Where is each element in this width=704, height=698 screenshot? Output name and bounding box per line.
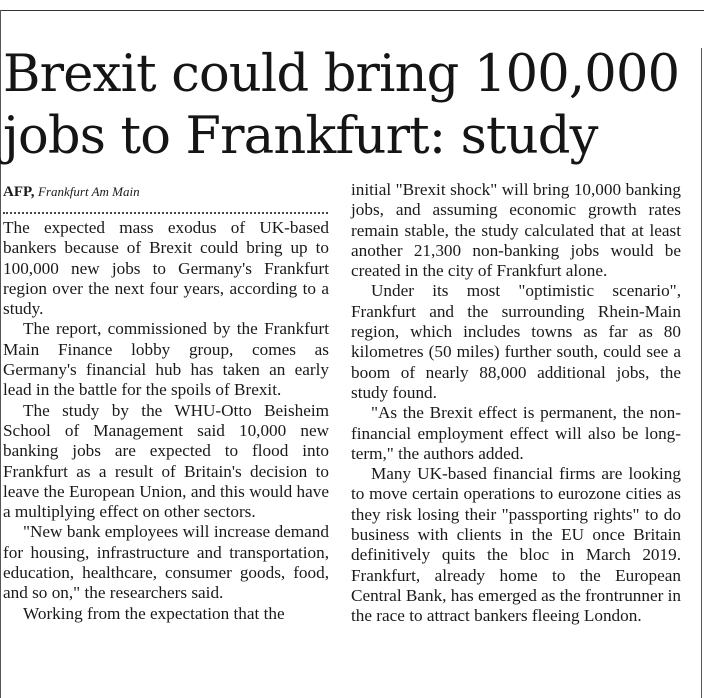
paragraph-1: The expected mass exodus of UK-based bankers because of Brexit could bring up to 100,000 new jobs to Germany's Frankfurt region over the next four years, according to a study. [3,218,329,319]
paragraph-8: Many UK-based financial firms are looking to move certain operations to eurozone cities as they risk losing their "passporting rights" to do business with clients in the EU once Britain definitively quits the bloc in March 2019. Frankfurt, already home to the European Central Bank, has emerged as the frontrunner in the race to attract bankers fleeing London. [351,464,681,626]
dotted-separator [3,212,328,214]
paragraph-6: Under its most "optimistic scenario", Frankfurt and the surrounding Rhein-Main region, which includes towns as far as 80 kilometres (50 miles) further south, could see a boom of nearly 88,000 additional jobs, the study found. [351,281,681,402]
paragraph-4: "New bank employees will increase demand for housing, infrastructure and transportation, education, healthcare, consumer goods, food, and so on," the researchers said. [3,522,329,603]
paragraph-2: The report, commissioned by the Frankfurt Main Finance lobby group, comes as Germany's financial hub has taken an early lead in the battle for the spoils of Brexit. [3,319,329,400]
top-border-rule [0,10,704,11]
right-border-rule [701,48,702,698]
paragraph-5-start: Working from the expectation that the [23,603,285,623]
byline-place: Frankfurt Am Main [38,184,140,199]
byline-agency: AFP, [3,184,35,200]
byline [3,184,140,201]
article-column-left [3,218,329,624]
paragraph-7: "As the Brexit effect is permanent, the non-financial employment effect will also be long-term," the authors added. [351,403,681,463]
paragraph-5-continued: initial "Brexit shock" will bring 10,000 banking jobs, and assuming economic growth rates remain stable, the study calculated that at least another 21,300 non-banking jobs would be created in the city of Frankfurt alone. [351,180,681,281]
paragraph-3: The study by the WHU-Otto Beisheim School of Management said 10,000 new banking jobs are expected to flood into Frankfurt as a result of Britain's decision to leave the European Union, and this would have a multiplying effect on other sectors. [3,400,329,522]
headline: Brexit could bring 100,000 jobs to Frankfurt: study [3,45,680,166]
article-column-right [351,180,681,627]
left-border-rule [0,10,1,698]
